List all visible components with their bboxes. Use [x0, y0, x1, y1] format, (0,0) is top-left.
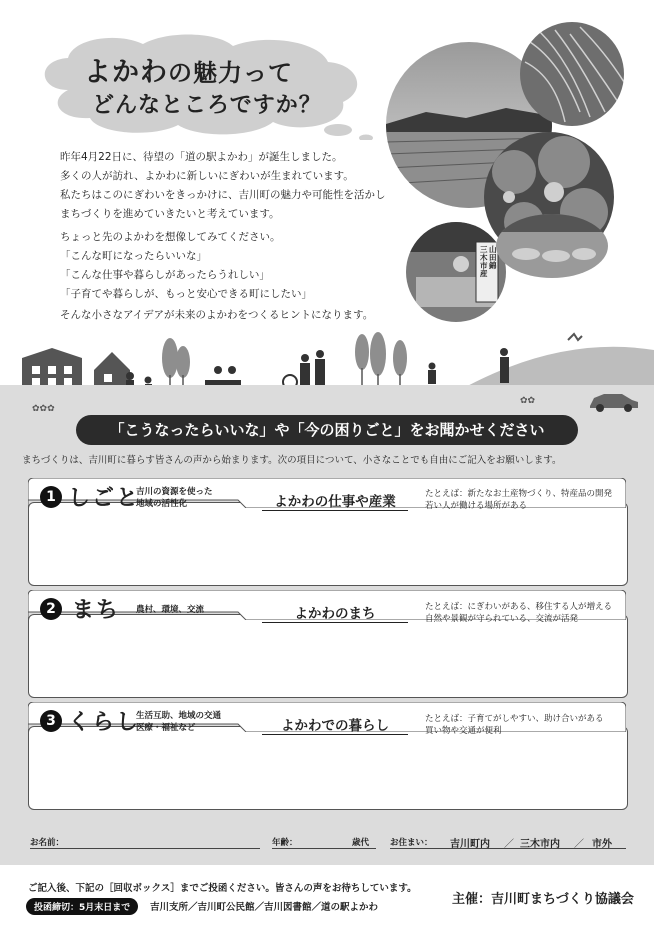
- section-machi-answer-box[interactable]: [28, 614, 628, 698]
- flower-icon: ✿✿✿: [32, 404, 55, 414]
- address-option-yokawa[interactable]: 吉川町内: [450, 839, 490, 850]
- address-separator: ／: [574, 839, 584, 850]
- address-separator: ／: [504, 839, 514, 850]
- section-shigoto-answer-box[interactable]: [28, 502, 628, 586]
- section-number-badge: 2: [40, 598, 62, 620]
- section-number-badge: 3: [40, 710, 62, 732]
- section-theme: よかわのまち: [262, 602, 408, 623]
- section-subtitle: 生活互助、地域の交通 医療・福祉など: [136, 711, 222, 733]
- section-title: くらし: [68, 710, 141, 735]
- age-unit: 歳代: [352, 838, 370, 848]
- page-title-line2: どんなところですか？: [92, 93, 322, 118]
- sign-line2: 山田錦: [489, 245, 497, 270]
- rice-grain-photo: [520, 22, 624, 126]
- page-title-line1: よかわの魅力って: [84, 57, 293, 88]
- address-label: お住まい：: [390, 838, 433, 848]
- house-illustration: [22, 348, 130, 390]
- market-stall-photo: [406, 222, 506, 322]
- collection-locations: 吉川支所／吉川町公民館／吉川図書館／道の駅よかわ: [150, 902, 379, 913]
- deadline-badge: 投函締切：5月末日まで: [26, 898, 138, 915]
- vegetable-display-photo: [496, 214, 608, 278]
- form-lead-text: まちづくりは、吉川町に暮らす皆さんの声から始まります。次の項目について、小さなことでも自由にご記入をお願いします。: [22, 455, 562, 466]
- section-theme: よかわの仕事や産業: [262, 490, 408, 511]
- address-option-outside[interactable]: 市外: [592, 839, 612, 850]
- name-field[interactable]: [30, 848, 260, 849]
- flower-icon: ✿✿: [520, 396, 536, 406]
- section-title: しごと: [68, 486, 141, 511]
- section-subtitle: 農村、環境、交流: [136, 605, 205, 615]
- section-theme: よかわでの暮らし: [262, 714, 408, 735]
- section-example: たとえば：新たなお土産物づくり、特産品の開発 若い人が働ける場所がある: [425, 489, 613, 511]
- age-field[interactable]: [272, 848, 376, 849]
- name-label: お名前：: [30, 838, 65, 848]
- intro-paragraph-3: そんな小さなアイデアが未来のよかわをつくるヒントになります。: [60, 309, 374, 321]
- section-subtitle: 吉川の資源を使った 地域の活性化: [136, 487, 213, 509]
- section-number-badge: 1: [40, 486, 62, 508]
- footer-instruction: ご記入後、下記の［回収ボックス］までご投函ください。皆さんの声をお待ちしています。: [28, 883, 417, 894]
- form-banner: 「こうなったらいいな」や「今の困りごと」をお聞かせください: [76, 415, 578, 445]
- sponsor: 主催：吉川町まちづくり協議会: [452, 892, 634, 907]
- tree-illustrations: [162, 332, 407, 378]
- age-label: 年齢：: [272, 838, 298, 848]
- address-option-miki[interactable]: 三木市内: [520, 839, 560, 850]
- section-example: たとえば：子育てがしやすい、助け合いがある 買い物や交通が便利: [425, 714, 604, 736]
- intro-paragraph-2: ちょっと先のよかわを想像してみてください。 「こんな町になったらいいな」 「こんな仕事や暮らしがあったらうれしい」 「子育てや暮らしが、もっと安心できる町にしたい」: [60, 231, 312, 300]
- section-kurashi-answer-box[interactable]: [28, 726, 628, 810]
- intro-paragraph-1: 昨年4月22日に、待望の「道の駅よかわ」が誕生しました。 多くの人が訪れ、よかわに新しいにぎわいが生まれています。 私たちはこのにぎわいをきっかけに、吉川町の魅力や可能性を活かし まちづくりを進めていきたいと考えています。: [60, 151, 386, 220]
- sign-line1: 三木市産: [480, 245, 488, 278]
- section-example: たとえば：にぎわいがある、移住する人が増える 自然や景観が守られている、交流が活発: [425, 602, 613, 624]
- car-illustration: [586, 388, 642, 414]
- section-title: まち: [72, 598, 121, 623]
